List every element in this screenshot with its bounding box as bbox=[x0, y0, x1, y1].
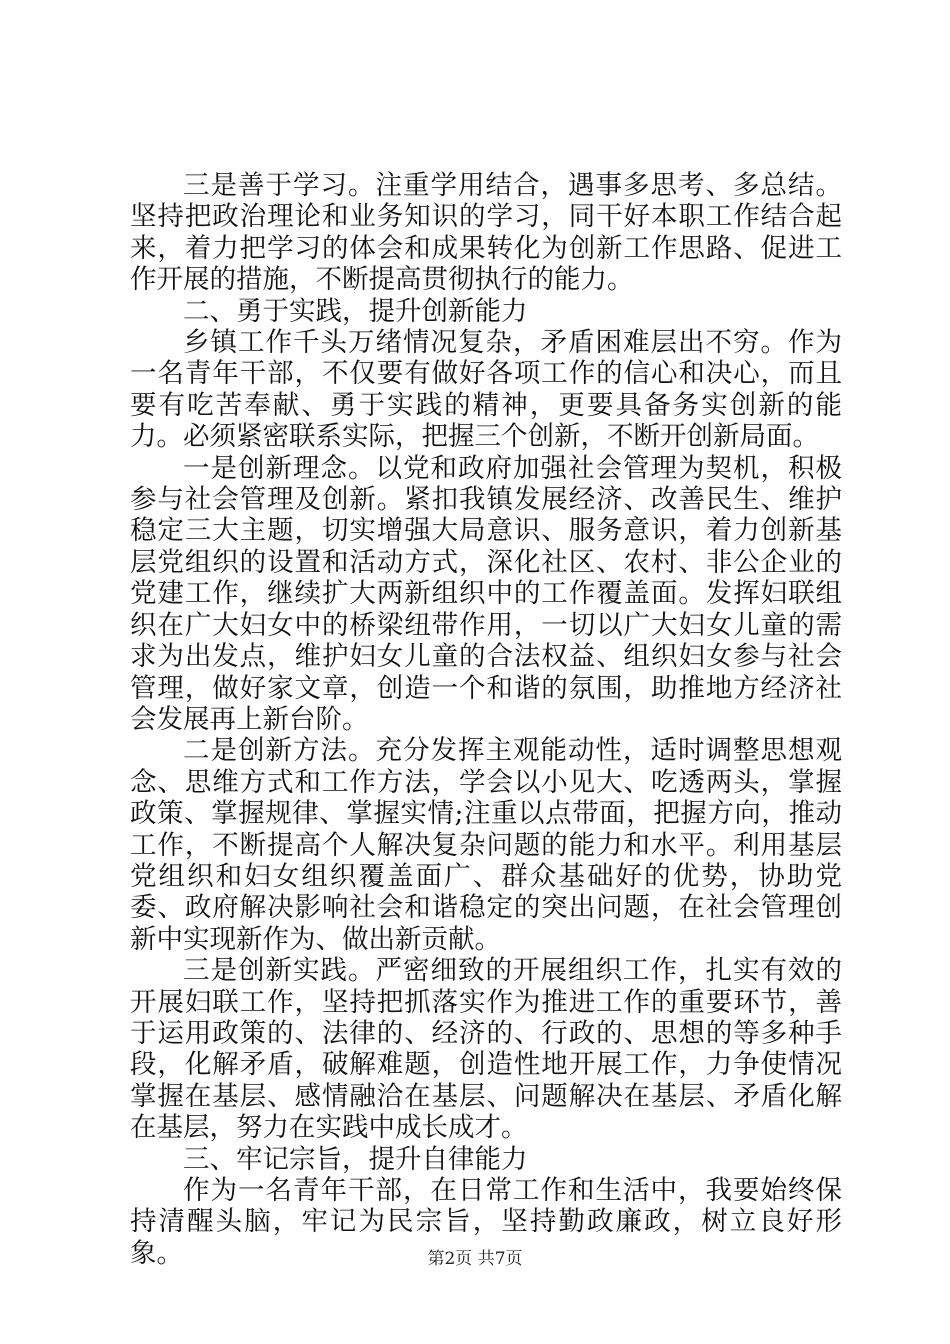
section-heading-discipline: 三、牢记宗旨，提升自律能力 bbox=[183, 1143, 528, 1175]
document-body bbox=[130, 170, 842, 1269]
paragraph-innovate-method: 二是创新方法。充分发挥主观能动性，适时调整思想观念、思维方式和工作方法，学会以小见大、吃透两头，掌握政策、掌握规律、掌握实情;注重以点带面，把握方向，推动工作，不断提高个人解决复杂问题的能力和水平。利用基层党组织和妇女组织覆盖面广、群众基础好的优势，协助党委、政府解决影响社会和谐稳定的突出问题，在社会管理创新中实现新作为、做出新贡献。 bbox=[130, 735, 842, 955]
page-number-footer: 第2页 共7页 bbox=[427, 1249, 523, 1269]
section-heading-practice: 二、勇于实践，提升创新能力 bbox=[183, 295, 528, 327]
paragraph-innovate-concept: 一是创新理念。以党和政府加强社会管理为契机，积极参与社会管理及创新。紧扣我镇发展经济、改善民生、维护稳定三大主题，切实增强大局意识、服务意识，着力创新基层党组织的设置和活动方式，深化社区、农村、非公企业的党建工作，继续扩大两新组织中的工作覆盖面。发挥妇联组织在广大妇女中的桥梁纽带作用，一切以广大妇女儿童的需求为出发点，维护妇女儿童的合法权益、组织妇女参与社会管理，做好家文章，创造一个和谐的氛围，助推地方经济社会发展再上新台阶。 bbox=[130, 452, 842, 735]
paragraph-innovate-practice: 三是创新实践。严密细致的开展组织工作，扎实有效的开展妇联工作，坚持把抓落实作为推进工作的重要环节，善于运用政策的、法律的、经济的、行政的、思想的等多种手段，化解矛盾，破解难题，创造性地开展工作，力争使情况掌握在基层、感情融洽在基层、问题解决在基层、矛盾化解在基层，努力在实践中成长成才。 bbox=[130, 955, 842, 1144]
paragraph-young-cadre: 作为一名青年干部，在日常工作和生活中，我要始终保持清醒头脑，牢记为民宗旨，坚持勤政廉政，树立良好形象。 bbox=[130, 1175, 842, 1269]
paragraph-study: 三是善于学习。注重学用结合，遇事多思考、多总结。坚持把政治理论和业务知识的学习，同干好本职工作结合起来，着力把学习的体会和成果转化为创新工作思路、促进工作开展的措施，不断提高贯彻执行的能力。 bbox=[130, 170, 842, 296]
paragraph-township-work: 乡镇工作千头万绪情况复杂，矛盾困难层出不穷。作为一名青年干部，不仅要有做好各项工作的信心和决心，而且要有吃苦奉献、勇于实践的精神，更要具备务实创新的能力。必须紧密联系实际，把握三个创新，不断开创新局面。 bbox=[130, 327, 842, 453]
